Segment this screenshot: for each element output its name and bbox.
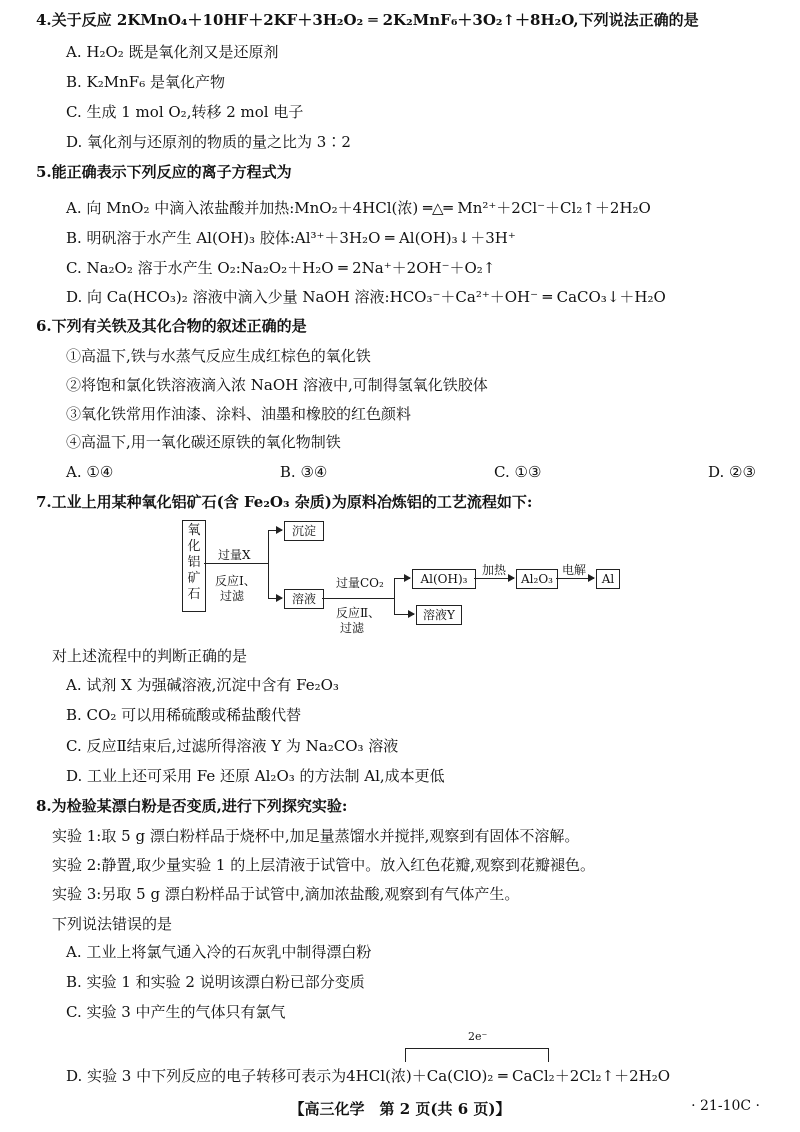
q6-item-4: ④高温下,用一氧化碳还原铁的氧化物制铁 <box>66 433 341 451</box>
q8-option-b: B. 实验 1 和实验 2 说明该漂白粉已部分变质 <box>66 973 365 991</box>
q6-option-b: B. ③④ <box>279 463 328 481</box>
electron-transfer-right-tick <box>548 1048 549 1062</box>
q6-item-1: ①高温下,铁与水蒸气反应生成红棕色的氧化铁 <box>66 347 371 365</box>
flow-arrow-aloh3 <box>394 578 410 579</box>
q6-option-c: C. ①③ <box>494 463 542 481</box>
flow-aloh3-box: Al(OH)₃ <box>412 569 476 589</box>
flow-arrow-solution <box>268 598 282 599</box>
flow-split-line-2 <box>394 578 395 614</box>
flow-arrow-electrolysis <box>556 578 594 579</box>
q6-item-3: ③氧化铁常用作油漆、涂料、油墨和橡胶的红色颜料 <box>66 405 412 423</box>
paper-code: · 21-10C · <box>691 1098 760 1114</box>
page-footer: 【高三化学 第 2 页(共 6 页)】 <box>289 1100 511 1118</box>
electron-transfer-left-tick <box>405 1048 406 1062</box>
flow-label-heat: 加热 <box>482 563 507 577</box>
q5-option-b: B. 明矾溶于水产生 Al(OH)₃ 胶体:Al³⁺＋3H₂O ═ Al(OH)₃↓＋3H⁺ <box>66 229 516 247</box>
q7-option-a: A. 试剂 X 为强碱溶液,沉淀中含有 Fe₂O₃ <box>66 676 339 694</box>
q8-stem: 8.为检验某漂白粉是否变质,进行下列探究实验: <box>36 797 348 815</box>
q4-option-b: B. K₂MnF₆ 是氧化产物 <box>66 73 225 91</box>
q6-option-d: D. ②③ <box>708 463 756 481</box>
flow-al-box: Al <box>596 569 620 589</box>
flow-label-x: 过量X <box>218 548 251 562</box>
flow-ore-box: 氧化铝矿石 <box>182 520 206 612</box>
flow-label-r2a: 反应Ⅱ、 <box>336 606 381 620</box>
flow-label-r2b: 过滤 <box>340 621 365 635</box>
q8-exp-2: 实验 2:静置,取少量实验 1 的上层清液于试管中。放入红色花瓣,观察到花瓣褪色。 <box>52 856 595 874</box>
q4-option-a: A. H₂O₂ 既是氧化剂又是还原剂 <box>66 43 279 61</box>
q4-option-c: C. 生成 1 mol O₂,转移 2 mol 电子 <box>66 103 304 121</box>
flow-arrow-solution-y <box>394 614 414 615</box>
flow-solution-y-box: 溶液Y <box>416 605 462 625</box>
q6-item-2: ②将饱和氯化铁溶液滴入浓 NaOH 溶液中,可制得氢氧化铁胶体 <box>66 376 488 394</box>
q8-option-d <box>66 1064 670 1088</box>
q5-option-d: D. 向 Ca(HCO₃)₂ 溶液中滴入少量 NaOH 溶液:HCO₃⁻＋Ca²⁺＋OH⁻ ═ CaCO₃↓＋H₂O <box>66 288 666 306</box>
q6-options <box>66 460 756 484</box>
flow-solution-box: 溶液 <box>284 589 324 609</box>
q7-option-b: B. CO₂ 可以用稀硫酸或稀盐酸代替 <box>66 706 302 724</box>
electron-transfer-bracket <box>405 1048 548 1049</box>
q8-option-c: C. 实验 3 中产生的气体只有氯气 <box>66 1003 286 1021</box>
flow-al2o3-box: Al₂O₃ <box>516 569 558 589</box>
q4-option-d: D. 氧化剂与还原剂的物质的量之比为 3∶2 <box>66 133 351 151</box>
flow-label-r1b: 过滤 <box>220 589 245 603</box>
flow-precipitate-box: 沉淀 <box>284 521 324 541</box>
flow-label-r1a: 反应Ⅰ、 <box>215 574 256 588</box>
q6-option-a: A. ①④ <box>66 463 114 481</box>
q5-stem: 5.能正确表示下列反应的离子方程式为 <box>36 163 292 181</box>
q5-option-c: C. Na₂O₂ 溶于水产生 O₂:Na₂O₂＋H₂O ═ 2Na⁺＋2OH⁻＋O₂↑ <box>66 259 496 277</box>
q8-exp-3: 实验 3:另取 5 g 漂白粉样品于试管中,滴加浓盐酸,观察到有气体产生。 <box>52 885 520 903</box>
q7-sub: 对上述流程中的判断正确的是 <box>52 647 248 665</box>
flow-line-ore <box>204 563 268 564</box>
electron-transfer-label: 2e⁻ <box>468 1030 488 1043</box>
q7-option-d: D. 工业上还可采用 Fe 还原 Al₂O₃ 的方法制 Al,成本更低 <box>66 767 445 785</box>
q4-stem: 4.关于反应 2KMnO₄＋10HF＋2KF＋3H₂O₂ ═ 2K₂MnF₆＋3O₂↑＋8H₂O,下列说法正确的是 <box>36 11 699 29</box>
flow-label-co2: 过量CO₂ <box>336 576 384 590</box>
flow-label-electrolysis: 电解 <box>562 563 587 577</box>
flow-arrow-precipitate <box>268 530 282 531</box>
q8-option-d-prefix: D. 实验 3 中下列反应的电子转移可表示为 <box>66 1067 347 1085</box>
q8-exp-1: 实验 1:取 5 g 漂白粉样品于烧杯中,加足量蒸馏水并搅拌,观察到有固体不溶解。 <box>52 827 580 845</box>
q8-option-d-equation: 4HCl(浓)＋Ca(ClO)₂ ═ CaCl₂＋2Cl₂↑＋2H₂O <box>346 1067 671 1085</box>
q5-option-a: A. 向 MnO₂ 中滴入浓盐酸并加热:MnO₂＋4HCl(浓) ═△═ Mn²⁺＋2Cl⁻＋Cl₂↑＋2H₂O <box>66 199 651 217</box>
flow-line-solution <box>322 598 394 599</box>
q7-stem: 7.工业上用某种氧化铝矿石(含 Fe₂O₃ 杂质)为原料冶炼铝的工艺流程如下: <box>36 493 533 511</box>
q8-sub: 下列说法错误的是 <box>52 915 173 933</box>
q8-option-a: A. 工业上将氯气通入冷的石灰乳中制得漂白粉 <box>66 943 372 961</box>
q6-stem: 6.下列有关铁及其化合物的叙述正确的是 <box>36 317 307 335</box>
flow-split-line <box>268 530 269 598</box>
flow-arrow-heat <box>474 578 514 579</box>
q7-option-c: C. 反应Ⅱ结束后,过滤所得溶液 Y 为 Na₂CO₃ 溶液 <box>66 737 399 755</box>
